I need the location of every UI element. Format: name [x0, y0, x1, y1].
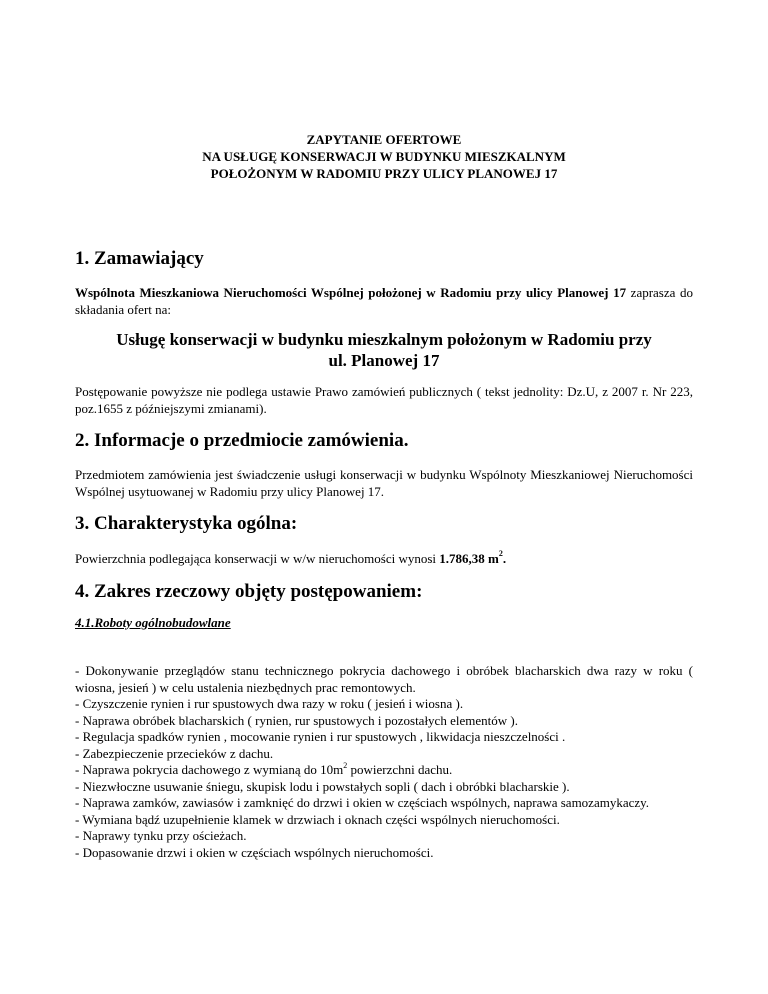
title-line: ZAPYTANIE OFERTOWE [306, 132, 462, 147]
subject-line: ul. Planowej 17 [328, 351, 440, 370]
section-heading-3: 3. Charakterystyka ogólna: [75, 513, 298, 534]
list-item: - Dokonywanie przeglądów stanu technicznego pokrycia dachowego i obróbek blacharskich dwa razy w roku ( wiosna, jesień ) w celu ustalenia niezbędnych prac remontowych. [75, 663, 693, 695]
section-heading-4: 4. Zakres rzeczowy objęty postępowaniem: [75, 581, 423, 602]
orderer-text: zaprasza do składania ofert na: [75, 285, 693, 317]
title-line: NA USŁUGĘ KONSERWACJI W BUDYNKU MIESZKALNYM [202, 149, 566, 164]
list-item: - Naprawy tynku przy ościeżach. [75, 828, 247, 843]
section-heading-1: 1. Zamawiający [75, 248, 204, 269]
list-item: - Niezwłoczne usuwanie śniegu, skupisk lodu i powstałych sopli ( dach i obróbki blacharskie ). [75, 778, 570, 794]
subject-line: Usługę konserwacji w budynku mieszkalnym położonym w Radomiu przy [116, 330, 652, 349]
document-title [75, 131, 693, 182]
order-subject [75, 329, 693, 371]
list-item: - Czyszczenie rynien i rur spustowych dwa razy w roku ( jesień i wiosna ). [75, 696, 464, 711]
list-item: - Wymiana bądź uzupełnienie klamek w drzwiach i oknach części wspólnych nieruchomości. [75, 811, 560, 827]
legal-note: Postępowanie powyższe nie podlega ustawie Prawo zamówień publicznych ( tekst jednolity: Dz.U, z 2007 r. Nr 223, poz.1655 z późniejszymi zmianami). [75, 384, 693, 416]
list-item: - Regulacja spadków rynien , mocowanie rynien i rur spustowych , likwidacja nieszczelności . [75, 729, 566, 744]
title-line: POŁOŻONYM W RADOMIU PRZY ULICY PLANOWEJ 17 [210, 166, 558, 181]
list-item: - Naprawa pokrycia dachowego z wymianą do $10m^2$ powierzchni dachu. [75, 761, 453, 777]
orderer-name: Wspólnota Mieszkaniowa Nieruchomości Wspólnej położonej w Radomiu przy ulicy Planowej 17 [75, 285, 627, 300]
area-paragraph: Powierzchnia podlegająca konserwacji w w/w nieruchomości wynosi 1.786,38 $m^2$. [75, 549, 507, 566]
list-item: - Dopasowanie drzwi i okien w częściach wspólnych nieruchomości. [75, 844, 434, 860]
area-unit-exponent: 2 [498, 549, 503, 558]
orderer-paragraph [75, 284, 693, 318]
area-value: 1.786,38 m [439, 551, 499, 566]
section-heading-2: 2. Informacje o przedmiocie zamówienia. [75, 430, 409, 451]
unit-exponent: 2 [343, 761, 348, 770]
area-text: Powierzchnia podlegająca konserwacji w w/w nieruchomości wynosi [75, 551, 440, 566]
works-list [75, 663, 693, 861]
subsection-heading: 4.1.Roboty ogólnobudowlane [75, 615, 231, 630]
list-item: - Zabezpieczenie przecieków z dachu. [75, 745, 274, 761]
order-description: Przedmiotem zamówienia jest świadczenie usługi konserwacji w budynku Wspólnoty Mieszkaniowej Nieruchomości Wspólnej usytuowanej w Radomiu przy ulicy Planowej 17. [75, 467, 693, 499]
list-item: - Naprawa obróbek blacharskich ( rynien, rur spustowych i pozostałych elementów ). [75, 712, 518, 728]
list-item: - Naprawa zamków, zawiasów i zamknięć do drzwi i okien w częściach wspólnych, naprawa samozamykaczy. [75, 795, 650, 810]
